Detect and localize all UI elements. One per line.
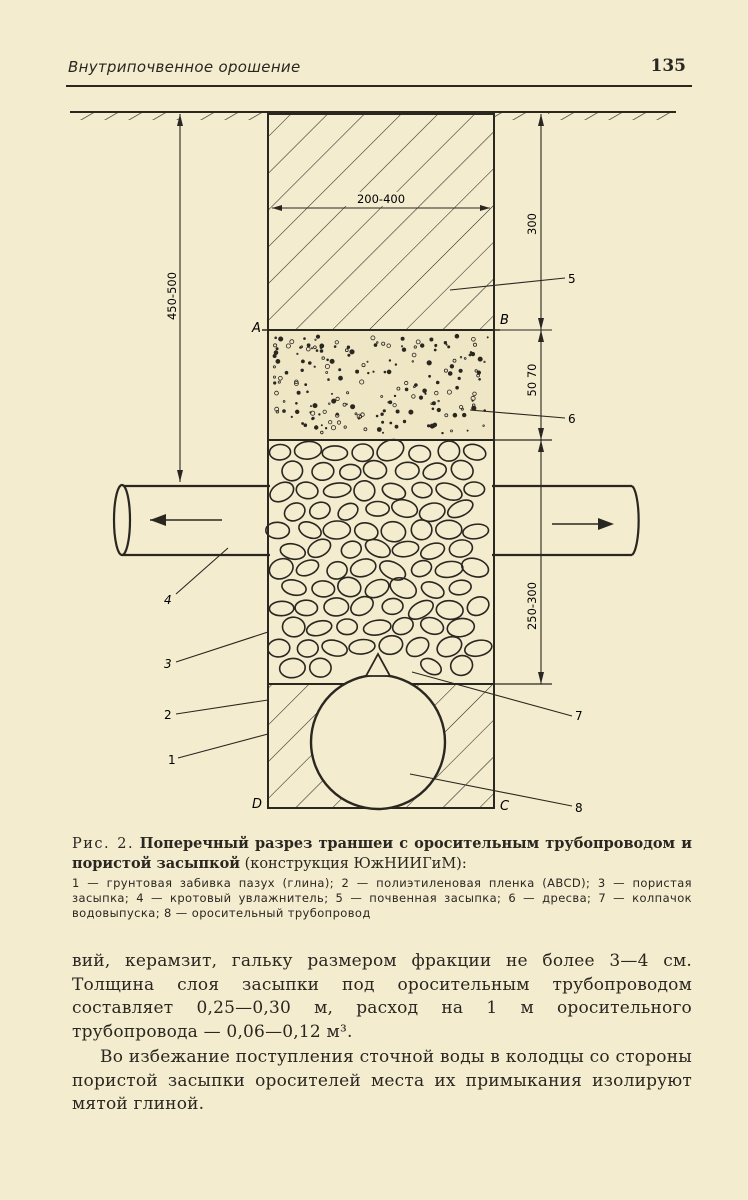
- grit-speckle: [332, 399, 336, 403]
- grit-speckle: [471, 352, 475, 356]
- grit-speckle: [327, 359, 329, 361]
- grit-speckle: [304, 424, 307, 427]
- grit-speckle: [467, 430, 468, 431]
- corner-label-b: B: [500, 313, 509, 328]
- grit-speckle: [308, 362, 311, 365]
- grit-speckle: [458, 377, 460, 379]
- grit-speckle: [331, 393, 332, 394]
- header-rule: [66, 85, 692, 87]
- grit-speckle: [316, 335, 319, 338]
- grit-speckle: [351, 405, 355, 409]
- dimension-gravel-layer-label: 250-300: [525, 581, 539, 631]
- grit-speckle: [295, 410, 299, 414]
- callout-5: 5: [568, 272, 576, 286]
- corner-label-d: D: [252, 797, 263, 812]
- grit-speckle: [427, 361, 431, 365]
- grit-speckle: [384, 371, 386, 373]
- callout-2: 2: [164, 708, 172, 722]
- porous-gravel-layer: [266, 436, 494, 684]
- grit-speckle: [401, 337, 404, 340]
- grit-speckle: [437, 408, 440, 411]
- page-number: 135: [650, 56, 686, 76]
- body-text: [72, 950, 692, 1117]
- grit-speckle: [389, 360, 391, 362]
- dimension-width-label: 200-400: [356, 192, 406, 206]
- grit-speckle: [435, 346, 436, 347]
- caption-label: Рис. 2.: [72, 836, 135, 852]
- grit-speckle: [283, 410, 286, 413]
- grit-speckle: [432, 424, 435, 427]
- grit-speckle: [307, 391, 309, 393]
- grit-speckle: [313, 404, 317, 408]
- callout-6: 6: [568, 412, 576, 426]
- dimension-total-depth: [164, 114, 183, 482]
- grit-speckle: [334, 346, 336, 348]
- running-title: Внутрипочвенное орошение: [68, 58, 301, 76]
- grit-speckle: [448, 346, 450, 348]
- grit-speckle: [373, 371, 374, 372]
- grit-speckle: [462, 413, 466, 417]
- grit-speckle: [453, 413, 457, 417]
- grit-speckle: [432, 408, 434, 410]
- grit-speckle: [442, 432, 444, 434]
- grit-speckle: [478, 357, 482, 361]
- grit-speckle: [279, 337, 283, 341]
- grit-speckle: [434, 349, 436, 351]
- callout-3: 3: [164, 657, 172, 671]
- grit-speckle: [459, 369, 462, 372]
- grit-speckle: [307, 344, 310, 347]
- callout-8: 8: [575, 801, 583, 815]
- grit-speckle: [430, 338, 433, 341]
- grit-speckle: [301, 360, 304, 363]
- grit-speckle: [320, 350, 323, 353]
- grit-speckle: [450, 365, 454, 369]
- grit-speckle: [419, 396, 422, 399]
- trench-cross-section-figure: [0, 90, 748, 830]
- grit-speckle: [387, 370, 391, 374]
- grit-speckle: [403, 420, 406, 423]
- grit-speckle: [274, 382, 276, 384]
- grit-speckle: [319, 414, 321, 416]
- grit-speckle: [356, 370, 359, 373]
- grit-speckle: [472, 400, 473, 401]
- grit-speckle: [291, 416, 292, 417]
- grit-speckle: [448, 372, 452, 376]
- grit-speckle: [368, 372, 370, 374]
- grit-speckle: [305, 384, 307, 386]
- grit-speckle: [301, 369, 304, 372]
- grit-speckle: [321, 425, 322, 426]
- corner-label-c: C: [500, 799, 510, 814]
- grit-speckle: [405, 388, 408, 391]
- grit-speckle: [395, 425, 398, 428]
- grit-speckle: [312, 418, 314, 420]
- grit-speckle: [377, 428, 381, 432]
- grit-speckle: [469, 354, 471, 356]
- grit-speckle: [285, 371, 288, 374]
- caption-title: Поперечный разрез траншеи с оросительным трубопроводом и пористой засыпкой: [72, 835, 692, 872]
- grit-speckle: [389, 401, 392, 404]
- grit-speckle: [350, 350, 354, 354]
- grit-speckle: [479, 378, 481, 380]
- dimension-middle-layer-label: 50 70: [525, 363, 539, 397]
- grit-speckle: [456, 386, 459, 389]
- callout-1: 1: [168, 753, 176, 767]
- grit-speckle: [423, 389, 427, 393]
- grit-speckle: [274, 351, 278, 355]
- grit-speckle: [455, 334, 459, 338]
- grit-speckle: [339, 376, 343, 380]
- grit-speckle: [395, 364, 397, 366]
- soil-backfill-layer: [268, 114, 494, 330]
- paragraph-2: Во избежание поступления сточной воды в колодцы со стороны пористой засыпки оросителей места их примыкания изолируют мятой глиной.: [72, 1047, 692, 1114]
- grit-speckle: [316, 350, 318, 352]
- grit-speckle: [374, 344, 377, 347]
- grit-speckle: [339, 369, 341, 371]
- grit-speckle: [275, 337, 277, 339]
- figure-legend: 1 — грунтовая забивка пазух (глина); 2 — полиэтиленовая пленка (ABCD); 3 — пористая засыпка; 4 — кротовый увлажнитель; 5 — почвенная засыпка; 6 — дресва; 7 — колпачок водовыпуска; 8 — оросительный трубопровод: [72, 876, 692, 920]
- irrigation-pipe: [311, 675, 445, 809]
- page-header: [68, 56, 688, 84]
- grit-speckle: [348, 354, 350, 356]
- grit-speckle: [487, 337, 488, 338]
- grit-speckle: [436, 381, 439, 384]
- grit-speckle: [427, 425, 429, 427]
- grit-speckle: [415, 384, 418, 387]
- dimension-total-depth-label: 450-500: [165, 271, 179, 321]
- grit-speckle: [409, 410, 413, 414]
- caption-suffix: (конструкция ЮжНИИГиМ):: [244, 856, 467, 872]
- grit-speckle: [402, 348, 406, 352]
- grit-speckle: [382, 421, 384, 423]
- callout-4: 4: [164, 593, 172, 607]
- dimension-top-layer-label: 300: [525, 213, 539, 235]
- callout-7: 7: [575, 709, 583, 723]
- grit-speckle: [330, 359, 334, 363]
- grit-speckle: [383, 410, 385, 412]
- grit-speckle: [396, 410, 399, 413]
- grit-speckle: [276, 359, 280, 363]
- grit-speckle: [425, 393, 426, 394]
- grit-speckle: [347, 346, 350, 349]
- grit-speckle: [304, 338, 306, 340]
- grit-speckle: [296, 402, 298, 404]
- grit-speckle: [429, 375, 431, 377]
- paragraph-1: вий, керамзит, гальку размером фракции не более 3—4 см. Толщина слоя засыпки под оросительным трубопроводом составляет 0,25—0,30 м, расход на 1 м оросительного трубопровода — 0,06—0,12 м³.: [72, 951, 692, 1042]
- dimension-right: [494, 114, 552, 684]
- grit-speckle: [376, 415, 378, 417]
- corner-label-a: A: [252, 321, 261, 336]
- grit-speckle: [432, 402, 435, 405]
- grit-speckle: [381, 413, 384, 416]
- grit-speckle: [444, 341, 447, 344]
- grit-speckle: [382, 432, 383, 433]
- grit-speckle: [420, 344, 424, 348]
- figure-caption: [72, 834, 692, 874]
- grit-speckle: [325, 427, 327, 429]
- mole-humidifier-right: [492, 486, 639, 555]
- grit-speckle: [302, 423, 304, 425]
- grit-layer: [268, 330, 494, 440]
- grit-speckle: [394, 395, 396, 397]
- grit-speckle: [314, 426, 318, 430]
- mole-humidifier-left: [114, 485, 270, 555]
- grit-speckle: [314, 366, 315, 367]
- grit-speckle: [276, 348, 278, 350]
- grit-speckle: [390, 422, 392, 424]
- grit-speckle: [477, 371, 480, 374]
- grit-speckle: [328, 379, 330, 381]
- grit-speckle: [310, 412, 311, 413]
- grit-speckle: [297, 391, 300, 394]
